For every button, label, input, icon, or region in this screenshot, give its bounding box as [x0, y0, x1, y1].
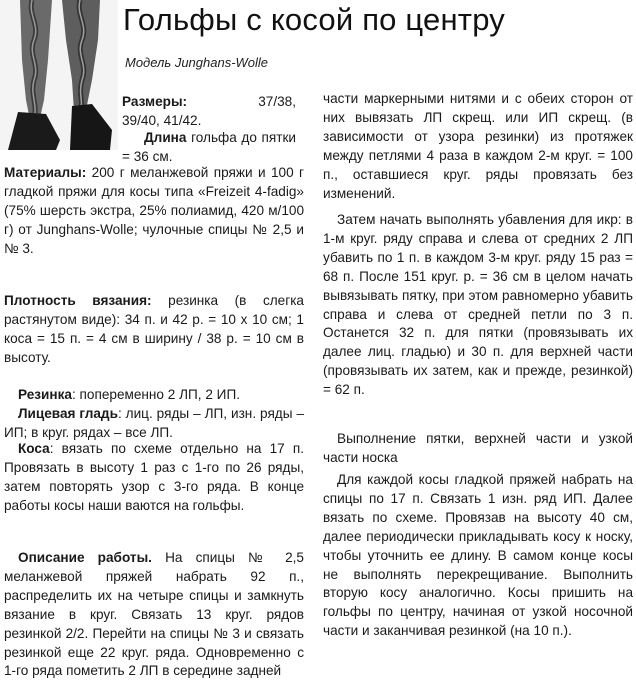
- cable-text: : вязать по схеме отдельно на 17 п. Провязать в высоту 1 раз с 1-го по 26 ряды, затем повторять узор с 3-го ряда. В конце работы косы наши ваются на гольфы.: [4, 441, 304, 513]
- sizes-text-1: 37/38,: [258, 94, 296, 109]
- length-paragraph: [122, 129, 296, 167]
- cable-label: Коса: [18, 441, 50, 456]
- rib-label: Резинка: [18, 387, 72, 402]
- sizes-paragraph: [122, 92, 296, 130]
- materials-label: Материалы:: [4, 165, 87, 180]
- stockinette-paragraph: [4, 405, 304, 443]
- materials-text: 200 г меланжевой пряжи и 100 г гладкой пряжи для косы типа «Freizeit 4-fadig» (75% шерсть экстра, 25% полиамид, 420 м/100 г) от Junghans-Wolle; чулочные спицы № 2,5 и № 3.: [4, 165, 304, 256]
- description-label: Описание работы.: [18, 550, 152, 565]
- right-paragraph-1: части маркерными нитями и с обеих сторон от них вывязать ЛП скрещ. или ИП скрещ. (в зависимости от узора резинки) из протяжек между петлями 4 раза в каждом 2-м круг. = 100 п., оставшиеся круг. ряды провязать без изменений.: [323, 91, 633, 201]
- stockinette-text: : лиц. ряды – ЛП, изн. ряды – ИП; в круг. рядах – все ЛП.: [4, 406, 305, 440]
- rib-paragraph: [4, 386, 304, 405]
- density-text: резинка (в слегка растянутом виде): 34 п. и 42 р. = 10 х 10 см; 1 коса = 15 п. = 4 см в ширину / 38 р. = 10 см в высоту.: [4, 293, 304, 365]
- length-text: гольфа до пятки = 36 см.: [122, 130, 297, 164]
- heel-heading-paragraph: Выполнение пятки, верхней части и узкой части носка: [323, 431, 633, 465]
- model-credit: Модель Junghans-Wolle: [125, 55, 269, 70]
- length-label: Длина: [144, 130, 187, 145]
- rib-text: : попеременно 2 ЛП, 2 ИП.: [71, 387, 240, 402]
- density-label: Плотность вязания:: [4, 293, 152, 308]
- description-paragraph: [4, 549, 304, 681]
- sizes-label: Размеры:: [122, 94, 188, 109]
- product-photo: [0, 0, 118, 150]
- materials-paragraph: [4, 164, 304, 259]
- density-paragraph: [4, 292, 304, 368]
- cable-paragraph: [4, 440, 304, 516]
- cable-instructions-paragraph: Для каждой косы гладкой пряжей набрать на спицы по 17 п. Связать 1 изн. ряд ИП. Далее вязать по схеме. Провязав на высоту 40 см, далее периодически прикладывать косу к носку, чтобы уточнить ее длину. В самом конце косы не выполнять перекрещивание. Выполнить вторую косу аналогично. Косы пришить на гольфы по центру, начиная от узкой носочной части и заканчивая резинкой (на 10 п.).: [323, 472, 633, 639]
- description-text: На спицы № 2,5 меланжевой пряжей набрать 92 п., распределить их на четыре спицы и замкнуть вязание в круг. Связать 13 круг. рядов резинкой 2/2. Перейти на спицы № 3 и связать резинкой еще 22 круг. ряда. Одновременно с 1-го ряда пометить 2 ЛП в середине задней: [4, 550, 304, 679]
- page-title: Гольфы с косой по центру: [123, 2, 505, 37]
- stockinette-label: Лицевая гладь: [18, 406, 118, 421]
- sizes-text-2: 39/40, 41/42.: [122, 113, 202, 128]
- right-paragraph-2: Затем начать выполнять убавления для икр: в 1-м круг. ряду справа и слева от средних 2 ЛП убавить по 1 п. в каждом 3-м круг. ряду 15 раз = 68 п. После 151 круг. р. = 36 см в целом начать вывязывать пятку, при этом равномерно убавить справа и слева от средней петли по 3 п. Останется 32 п. для пятки (провязывать их далее лиц. гладью) и 30 п. для верхней части (провязывать их затем, как и прежде, резинкой) = 62 п.: [323, 212, 633, 398]
